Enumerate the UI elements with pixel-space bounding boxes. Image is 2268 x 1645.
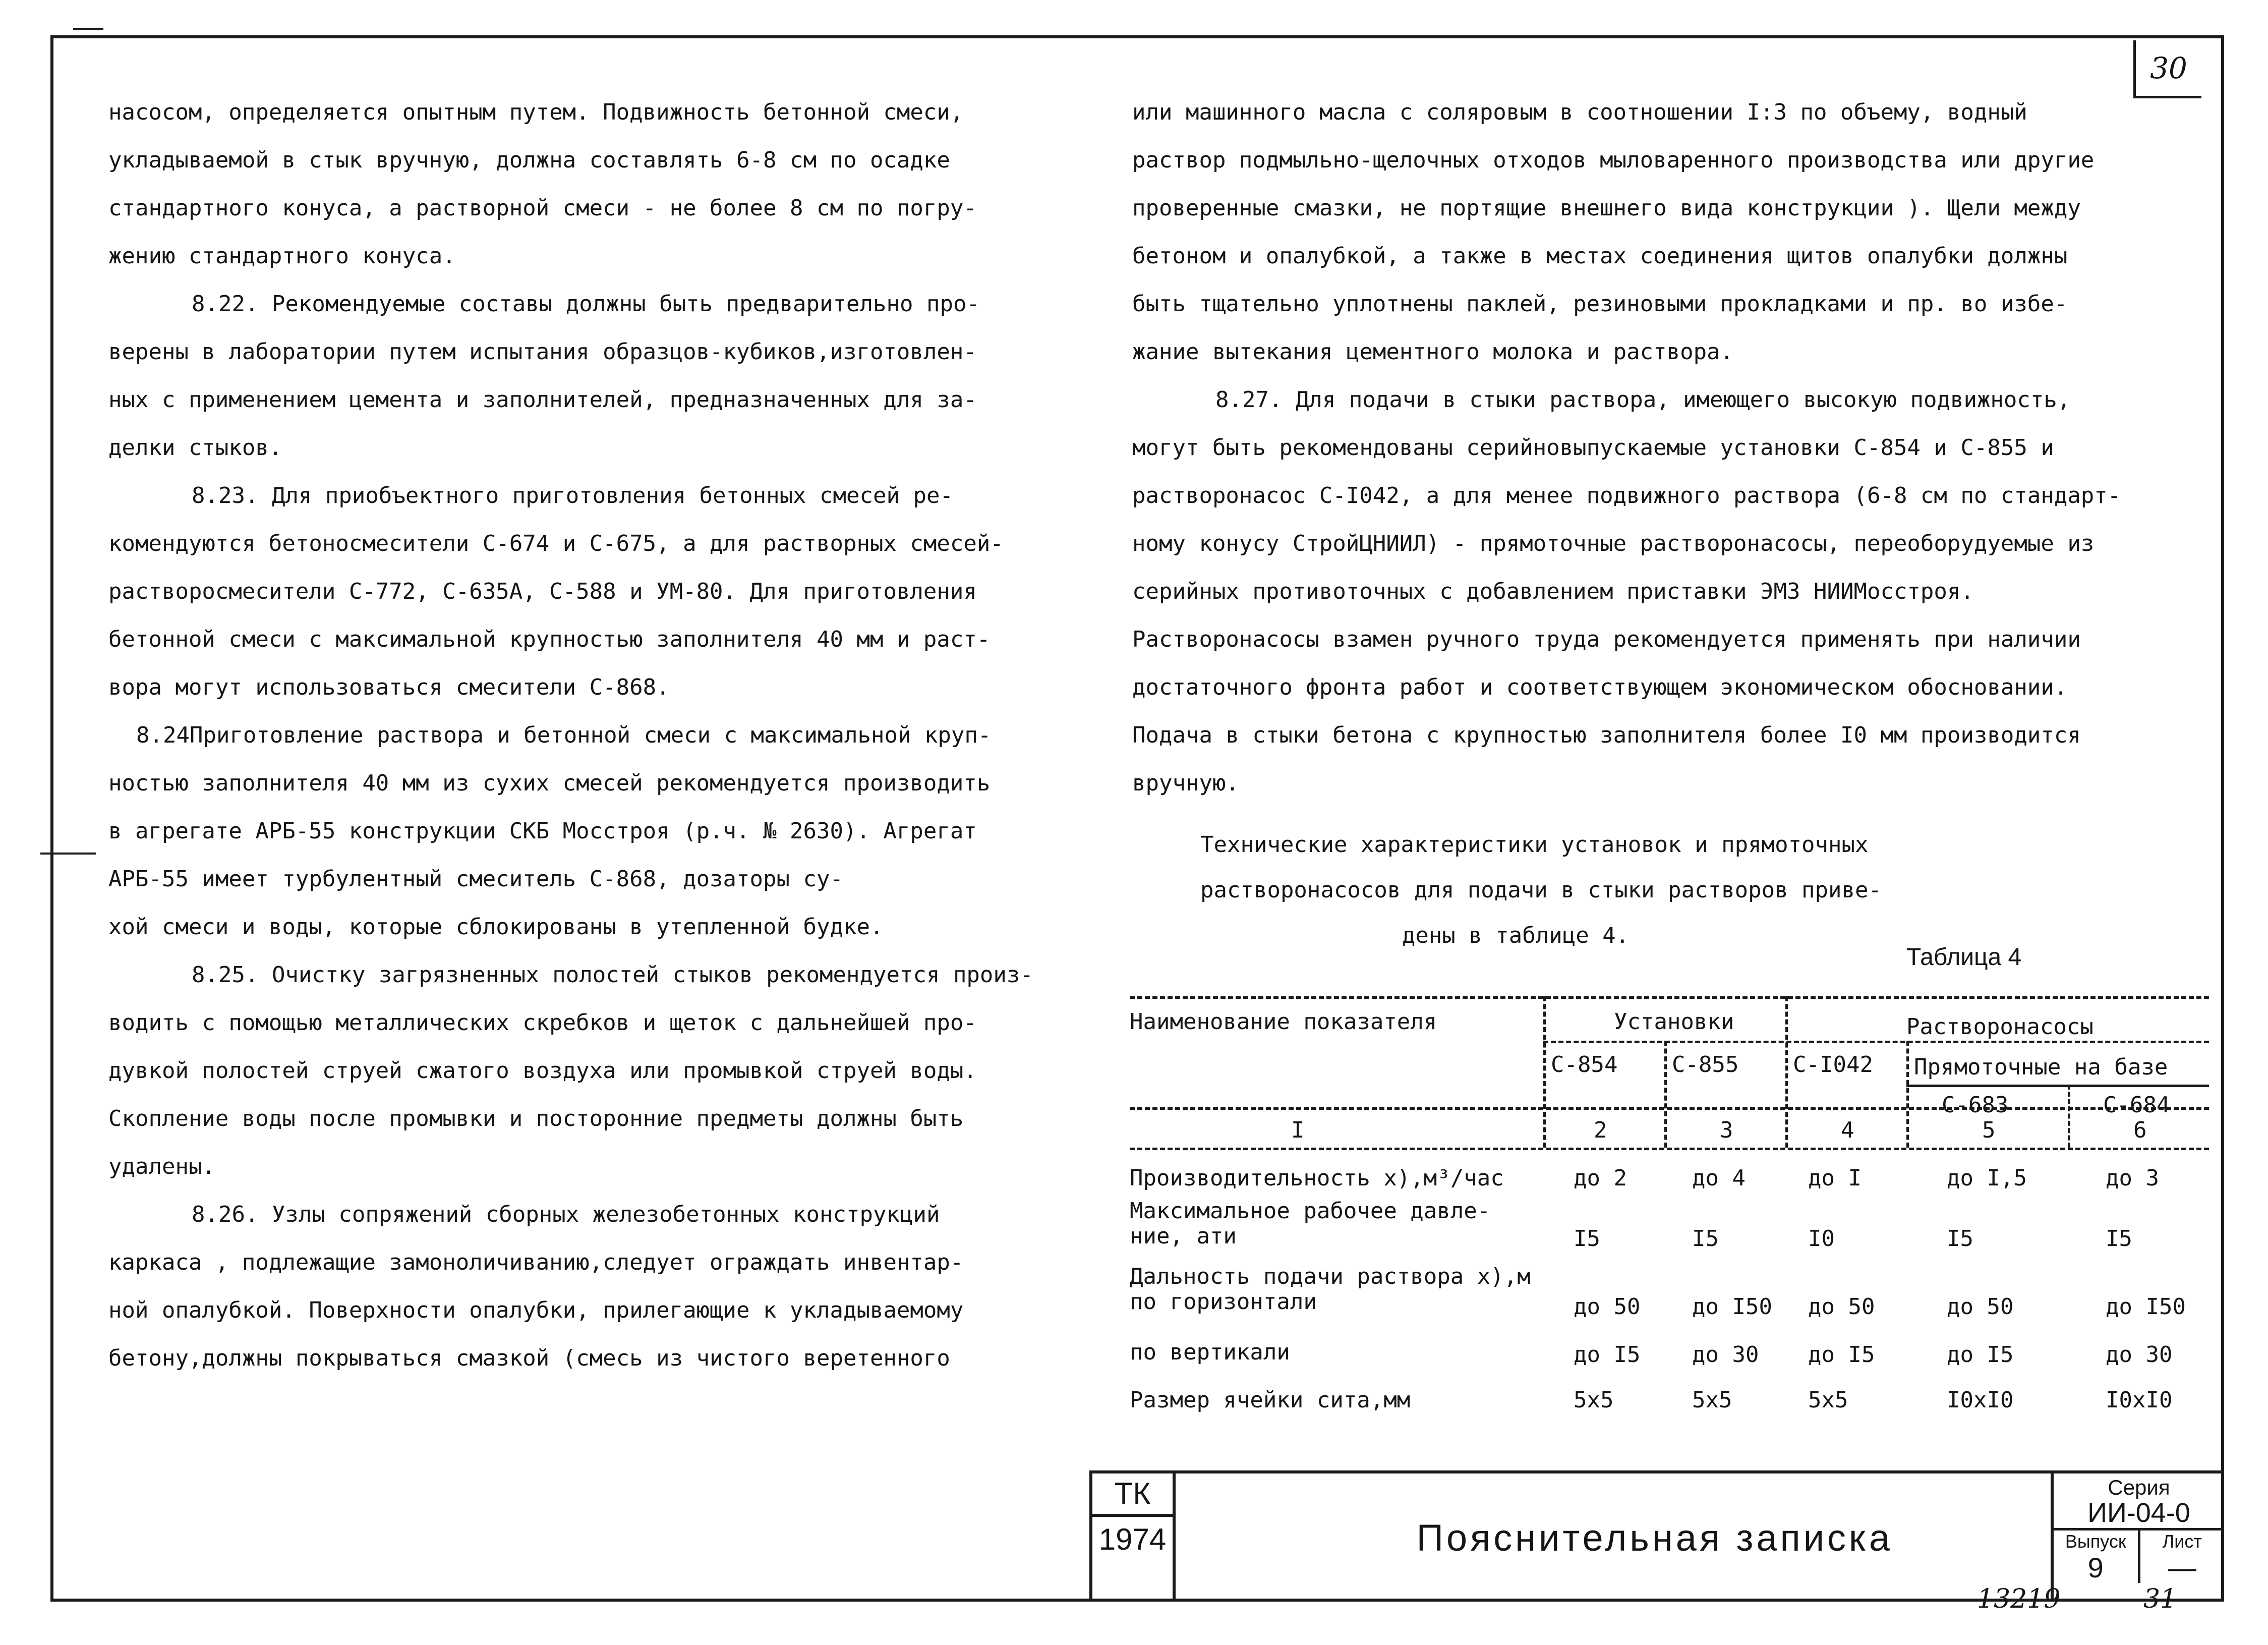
- text-line: серийных противоточных с добавлением приставки ЭМЗ НИИМосстроя.: [1132, 579, 1974, 604]
- page-number: 30: [2133, 40, 2201, 98]
- text-line: растворонасос С-I042, а для менее подвижного раствора (6-8 см по стандарт-: [1132, 483, 2121, 508]
- row-value: I5: [2106, 1226, 2132, 1252]
- text-line: 8.24Приготовление раствора и бетонной смеси с максимальной круп-: [136, 722, 992, 748]
- column-header: С-683: [1942, 1092, 2009, 1118]
- characteristics-table: [1130, 996, 2209, 1450]
- table-rule: [1543, 996, 1546, 1148]
- column-number: 4: [1841, 1117, 1854, 1143]
- text-line: 8.26. Узлы сопряжений сборных железобетонных конструкций: [192, 1202, 940, 1227]
- sheet-label: Лист: [2162, 1531, 2202, 1552]
- table-rule: [1906, 1041, 1909, 1148]
- row-name: Размер ячейки сита,мм: [1130, 1387, 1411, 1413]
- table-rule: [1543, 1041, 2209, 1043]
- text-line: жание вытекания цементного молока и раствора.: [1132, 339, 1734, 365]
- issue-value: 9: [2087, 1552, 2104, 1583]
- column-header: С-I042: [1793, 1052, 1873, 1077]
- text-line: или машинного масла с соляровым в соотношении I:3 по объему, водный: [1132, 99, 2027, 125]
- row-name: ние, ати: [1130, 1223, 1237, 1249]
- series-code: ИИ-04-0: [2054, 1498, 2224, 1530]
- row-value: до 2: [1574, 1165, 1627, 1191]
- column-number: 5: [1982, 1117, 1996, 1143]
- stamp-year: 1974: [1098, 1522, 1167, 1556]
- row-value: I5: [1692, 1226, 1719, 1252]
- text-line: верены в лаборатории путем испытания образцов-кубиков,изготовлен-: [108, 339, 977, 365]
- sheet-number: 31: [2143, 1584, 2177, 1614]
- right-text-column: [1132, 88, 2217, 807]
- column-number: 3: [1720, 1117, 1733, 1143]
- text-line: в агрегате АРБ-55 конструкции СКБ Мосстроя (р.ч. № 2630). Агрегат: [108, 818, 977, 844]
- stamp-tk-cell: [1092, 1473, 1176, 1602]
- row-name: Максимальное рабочее давле-: [1130, 1198, 1491, 1224]
- header-direct-flow: Прямоточные на базе: [1914, 1054, 2168, 1080]
- row-value: I5: [1574, 1226, 1600, 1252]
- text-line: комендуются бетоносмесители С-674 и С-675, а для растворных смесей-: [108, 531, 1004, 556]
- text-line: удалены.: [108, 1154, 215, 1179]
- row-value: I5: [1947, 1226, 1973, 1252]
- row-name: Дальность подачи раствора х),м: [1130, 1264, 1531, 1289]
- text-line: раствор подмыльно-щелочных отходов мыловаренного производства или другие: [1132, 147, 2095, 173]
- header-installations: Установки: [1614, 1009, 1734, 1035]
- column-header: С-855: [1672, 1052, 1739, 1077]
- row-value: до I50: [2106, 1294, 2186, 1320]
- row-name: по горизонтали: [1130, 1289, 1317, 1315]
- text-line: ному конусу СтройЦНИИЛ) - прямоточные растворонасосы, переоборудуемые из: [1132, 531, 2095, 556]
- table-rule: [1906, 1085, 2209, 1087]
- text-line: 8.27. Для подачи в стыки раствора, имеющего высокую подвижность,: [1215, 387, 2071, 413]
- table-rule: [2068, 1085, 2070, 1148]
- column-number: 6: [2133, 1117, 2147, 1143]
- text-line: Скопление воды после промывки и посторонние предметы должны быть: [108, 1106, 964, 1131]
- caption-line: Технические характеристики установок и прямоточных: [1200, 832, 1869, 858]
- column-header: С-684: [2103, 1092, 2170, 1118]
- series-label: Серия: [2108, 1476, 2170, 1499]
- row-value: до 4: [1692, 1165, 1746, 1191]
- stamp-series-cell: [2051, 1473, 2224, 1602]
- text-line: растворосмесители С-772, С-635А, С-588 и УМ-80. Для приготовления: [108, 579, 977, 604]
- header-pumps: Растворонасосы: [1906, 1014, 2093, 1040]
- text-line: 8.25. Очистку загрязненных полостей стыков рекомендуется произ-: [192, 962, 1033, 988]
- text-line: быть тщательно уплотнены паклей, резиновыми прокладками и пр. во избе-: [1132, 291, 2068, 317]
- text-line: АРБ-55 имеет турбулентный смеситель С-868, дозаторы су-: [108, 866, 843, 892]
- sheet-value: —: [2168, 1552, 2196, 1583]
- table-label: Таблица 4: [1906, 944, 2022, 971]
- text-line: 8.22. Рекомендуемые составы должны быть предварительно про-: [192, 291, 980, 317]
- archive-number: 13219: [1977, 1584, 2061, 1614]
- text-line: жению стандартного конуса.: [108, 243, 456, 269]
- sheet-cell: [2138, 1530, 2225, 1583]
- text-line: Растворонасосы взамен ручного труда рекомендуется применять при наличии: [1132, 627, 2081, 652]
- table-rule: [1130, 1148, 2209, 1150]
- text-line: делки стыков.: [108, 435, 282, 461]
- row-name: Производительность х),м³/час: [1130, 1165, 1504, 1191]
- document-title: Пояснительная записка: [1416, 1516, 1893, 1559]
- text-line: могут быть рекомендованы серийновыпускаемые установки С-854 и С-855 и: [1132, 435, 2054, 461]
- row-value: до 30: [2106, 1342, 2173, 1368]
- row-value: до 50: [1947, 1294, 2014, 1320]
- row-value: 5х5: [1692, 1387, 1732, 1413]
- margin-mark: [73, 28, 103, 30]
- text-line: Подача в стыки бетона с крупностью заполнителя более I0 мм производится: [1132, 722, 2081, 748]
- text-line: ностью заполнителя 40 мм из сухих смесей рекомендуется производить: [108, 770, 991, 796]
- table-caption: [1200, 822, 1882, 958]
- row-value: I0: [1808, 1226, 1835, 1252]
- row-name: по вертикали: [1130, 1339, 1290, 1365]
- row-value: 5х5: [1574, 1387, 1614, 1413]
- caption-line: растворонасосов для подачи в стыки растворов приве-: [1200, 877, 1882, 903]
- row-value: до I5: [1808, 1342, 1875, 1368]
- text-line: проверенные смазки, не портящие внешнего вида конструкции ). Щели между: [1132, 195, 2081, 221]
- text-line: бетоном и опалубкой, а также в местах соединения щитов опалубки должны: [1132, 243, 2068, 269]
- text-line: водить с помощью металлических скребков и щеток с дальнейшей про-: [108, 1010, 977, 1036]
- text-line: вручную.: [1132, 770, 1239, 796]
- text-line: насосом, определяется опытным путем. Подвижность бетонной смеси,: [108, 99, 964, 125]
- row-value: 5х5: [1808, 1387, 1848, 1413]
- stamp-tk: ТК: [1092, 1473, 1173, 1517]
- text-line: ной опалубкой. Поверхности опалубки, прилегающие к укладываемому: [108, 1297, 964, 1323]
- issue-sheet-row: [2054, 1530, 2224, 1583]
- text-line: укладываемой в стык вручную, должна составлять 6-8 см по осадке: [108, 147, 950, 173]
- text-line: бетонной смеси с максимальной крупностью заполнителя 40 мм и раст-: [108, 627, 991, 652]
- table-rule: [1130, 996, 2209, 999]
- row-value: до I5: [1574, 1342, 1641, 1368]
- text-line: дувкой полостей струей сжатого воздуха или промывкой струей воды.: [108, 1058, 977, 1084]
- text-line: каркаса , подлежащие замоноличиванию,следует ограждать инвентар-: [108, 1250, 964, 1275]
- column-number: I: [1291, 1117, 1305, 1143]
- row-value: до 50: [1574, 1294, 1641, 1320]
- text-line: ных с применением цемента и заполнителей, предназначенных для за-: [108, 387, 977, 413]
- row-value: до 50: [1808, 1294, 1875, 1320]
- row-value: I0хI0: [1947, 1387, 2014, 1413]
- row-value: до I: [1808, 1165, 1862, 1191]
- table-rule: [1130, 1107, 2209, 1110]
- row-value: до I50: [1692, 1294, 1772, 1320]
- row-value: до I5: [1947, 1342, 2014, 1368]
- text-line: достаточного фронта работ и соответствующем экономическом обосновании.: [1132, 674, 2068, 700]
- left-text-column: [108, 88, 1092, 1382]
- header-indicator-name: Наименование показателя: [1130, 1009, 1437, 1035]
- column-number: 2: [1594, 1117, 1607, 1143]
- row-value: до 3: [2106, 1165, 2159, 1191]
- caption-line: дены в таблице 4.: [1402, 923, 1630, 948]
- issue-label: Выпуск: [2065, 1531, 2126, 1552]
- text-line: вора могут использоваться смесители С-868.: [108, 674, 670, 700]
- row-value: I0хI0: [2106, 1387, 2173, 1413]
- title-block: [1089, 1470, 2224, 1602]
- margin-mark: [40, 853, 96, 855]
- table-rule: [1664, 1041, 1667, 1148]
- text-line: бетону,должны покрываться смазкой (смесь из чистого веретенного: [108, 1345, 950, 1371]
- text-line: хой смеси и воды, которые сблокированы в утепленной будке.: [108, 914, 884, 940]
- table-rule: [1785, 996, 1788, 1148]
- text-line: стандартного конуса, а растворной смеси - не более 8 см по погру-: [108, 195, 977, 221]
- issue-cell: [2054, 1530, 2138, 1583]
- column-header: С-854: [1551, 1052, 1618, 1077]
- text-line: 8.23. Для приобъектного приготовления бетонных смесей ре-: [192, 483, 953, 508]
- row-value: до I,5: [1947, 1165, 2027, 1191]
- row-value: до 30: [1692, 1342, 1759, 1368]
